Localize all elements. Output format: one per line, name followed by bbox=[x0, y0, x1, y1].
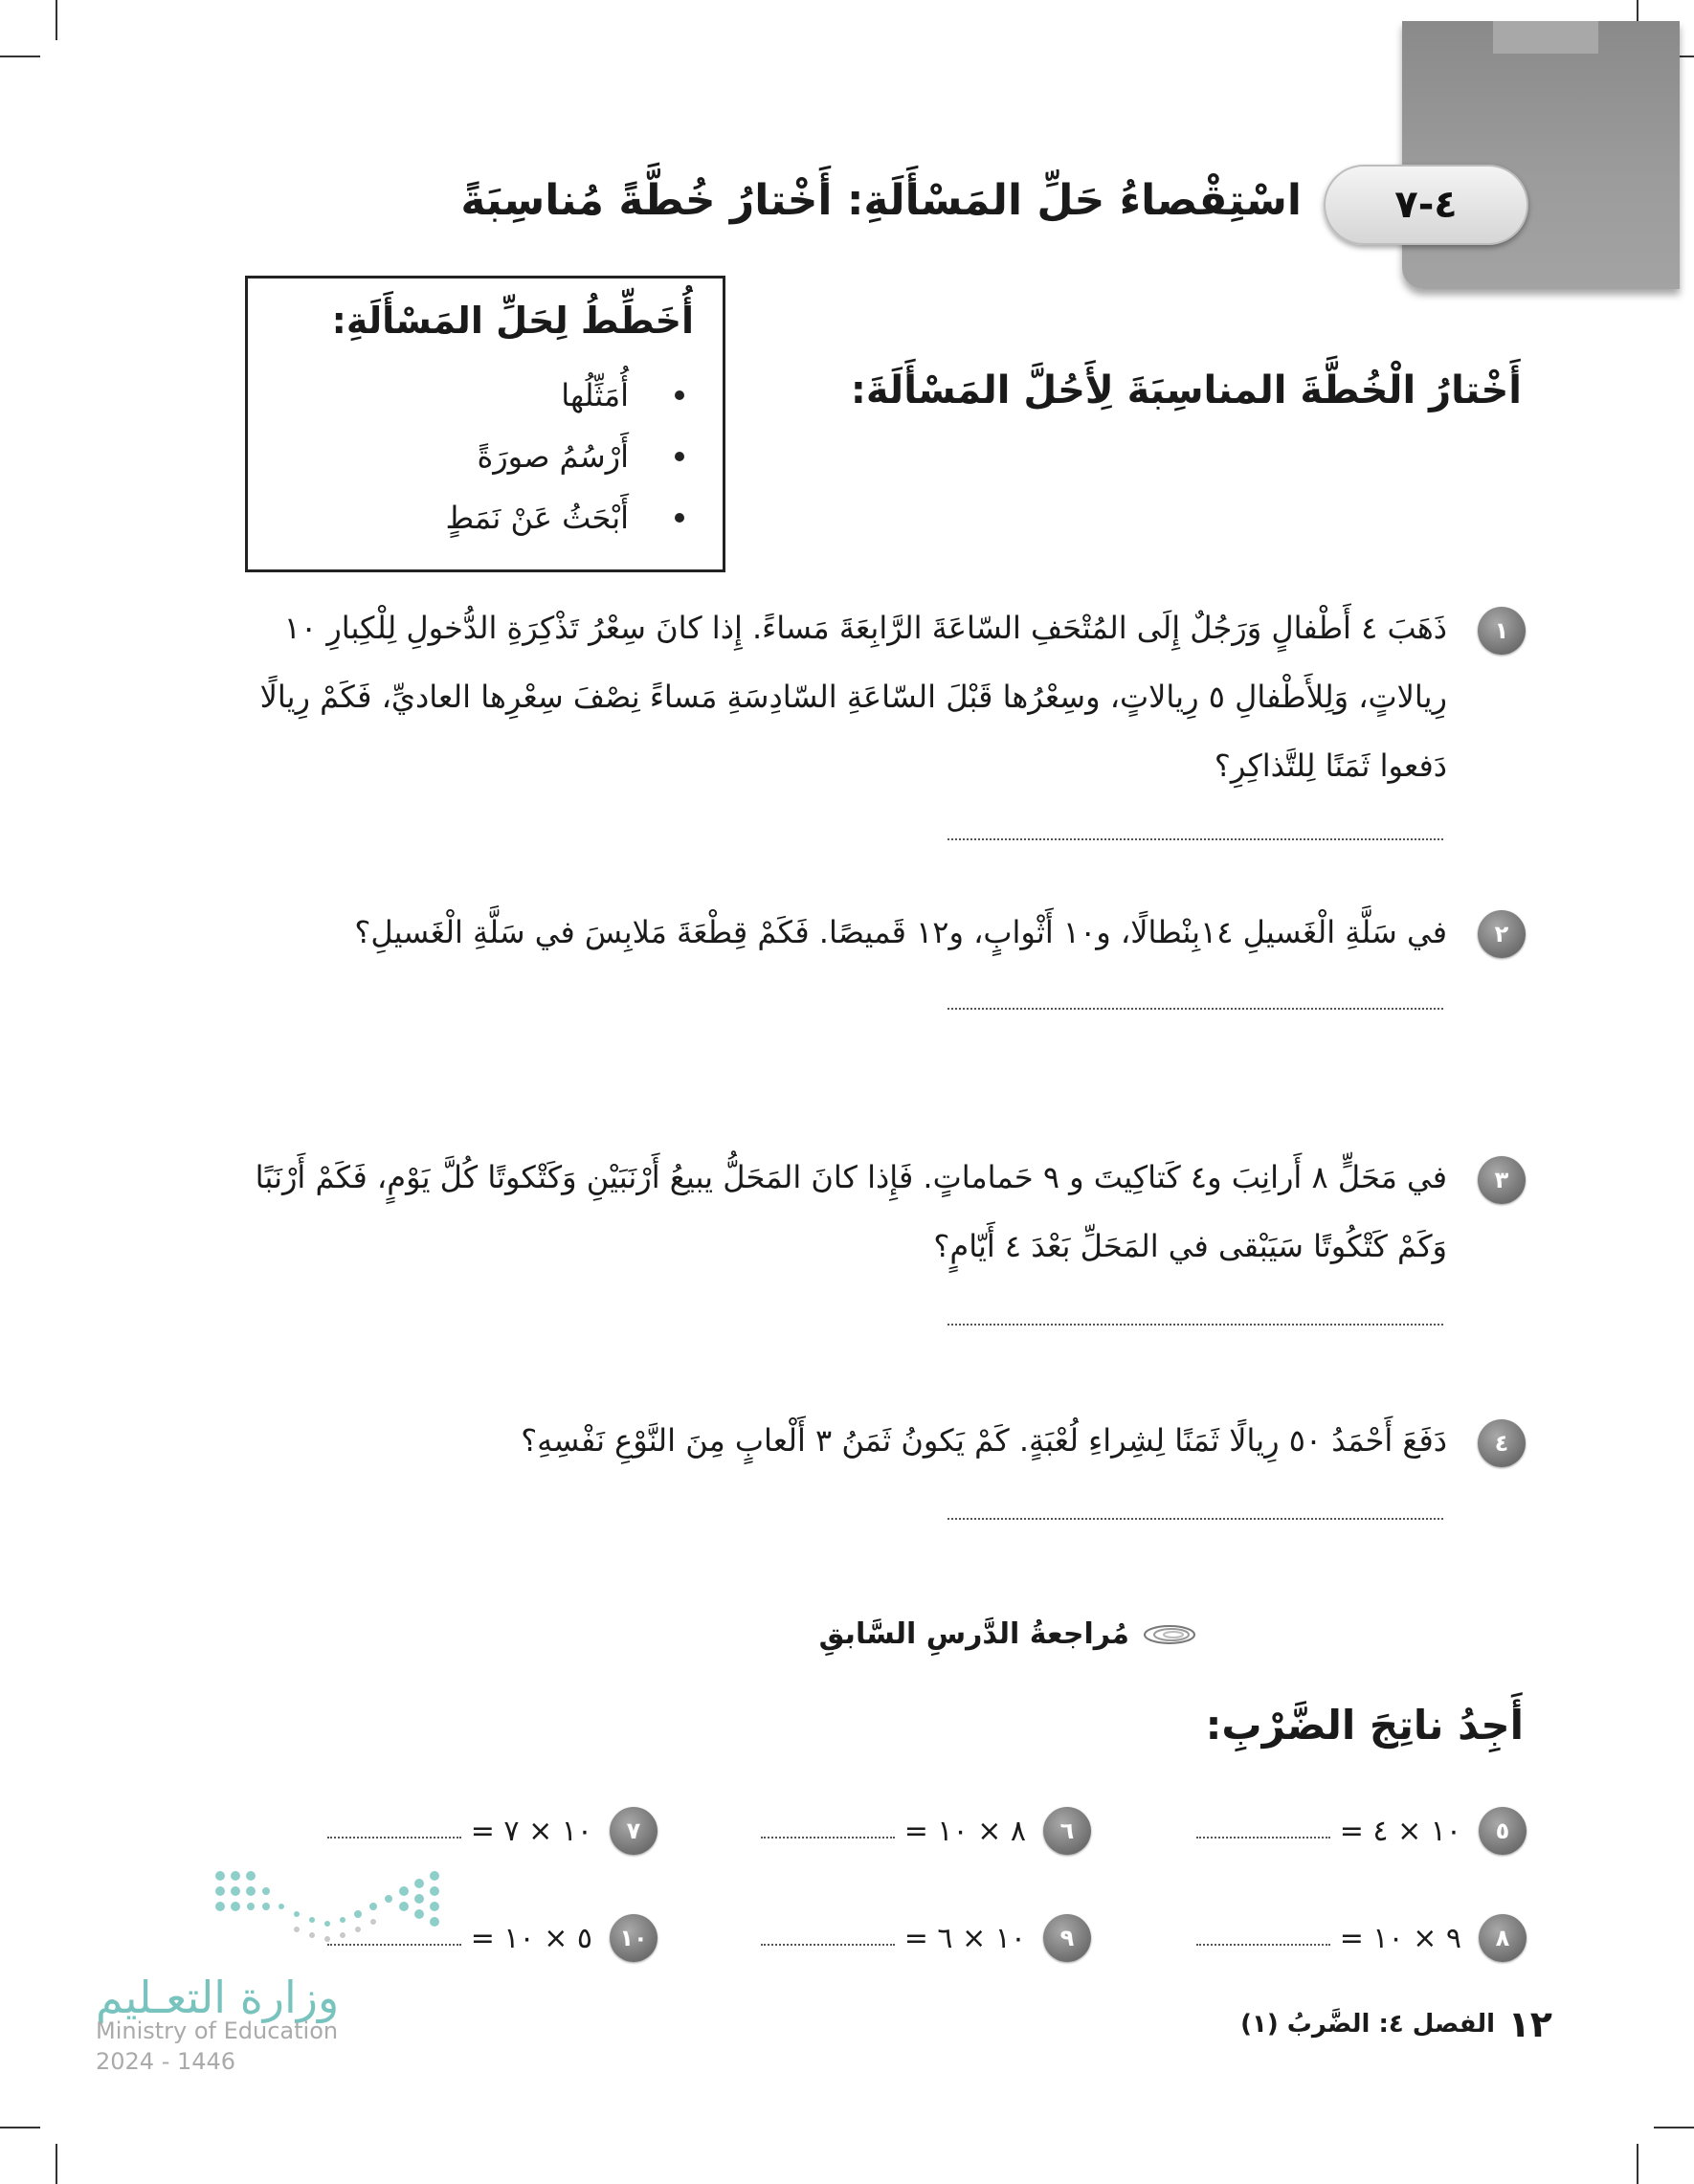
ministry-name-en: Ministry of Education bbox=[96, 2017, 339, 2044]
problem-text-2: في سَلَّةِ الْغَسيلِ ١٤بِنْطالًا، و١٠ أَثْوابٍ، و١٢ قَميصًا. فَكَمْ قِطْعَةَ مَلابِسَ في سَلَّةِ الْغَسيلِ؟ bbox=[354, 914, 1447, 950]
strategy-item-label: أُمَثِّلُها bbox=[561, 377, 629, 413]
strategy-item-label: أَرْسُمُ صورَةً bbox=[477, 438, 629, 475]
exercise-expression: ١٠ × ٧ = bbox=[470, 1814, 592, 1848]
exercise-number: ٨ bbox=[1479, 1914, 1527, 1962]
page-number: ١٢ bbox=[1507, 2003, 1552, 2045]
answer-line-4[interactable] bbox=[947, 1518, 1443, 1520]
problem-text-1: ذَهَبَ ٤ أَطْفالٍ وَرَجُلٌ إِلَى المُتْحَفِ السّاعَةَ الرَّابِعَةَ مَساءً. إِذا كانَ سِعْرُ تَذْكِرَةِ الدُّخولِ لِلْكِبارِ ١٠ رِيالاتٍ، وَلِلأَطْفالِ ٥ رِيالاتٍ، وسِعْرُها قَبْلَ السّاعَةِ السّادِسَةِ مَساءً نِصْفَ سِعْرِها العاديِّ، فَكَمْ رِيالًا دَفعوا ثَمَنًا لِلتَّذاكِرِ؟ bbox=[259, 610, 1447, 784]
ministry-name-ar: وزارة التعـليم bbox=[96, 1972, 340, 2023]
exercise-item bbox=[327, 1805, 658, 1857]
exercise-answer-line[interactable] bbox=[1196, 1837, 1330, 1839]
exercise-expression: ٩ × ١٠ = bbox=[1339, 1921, 1461, 1955]
exercise-number: ٦ bbox=[1043, 1807, 1091, 1855]
crop-mark bbox=[1637, 2144, 1638, 2184]
chapter-label: الفصل ٤: الضَّربُ (١) bbox=[1240, 2010, 1495, 2039]
bullet-icon bbox=[675, 390, 684, 400]
strategy-item bbox=[446, 487, 684, 548]
swirl-icon bbox=[1135, 1621, 1196, 1648]
exercise-item bbox=[761, 1912, 1091, 1964]
strategy-item-label: أَبْحَثُ عَنْ نَمَطٍ bbox=[445, 500, 629, 536]
exercise-expression: ٨ × ١٠ = bbox=[903, 1814, 1026, 1848]
problem-number-1: ١ bbox=[1478, 607, 1526, 655]
crop-mark bbox=[0, 2127, 40, 2128]
chapter-tab bbox=[1402, 21, 1680, 289]
ministry-year: 2024 - 1446 bbox=[96, 2048, 236, 2075]
crop-mark bbox=[1654, 2127, 1694, 2128]
lesson-title: اسْتِقْصاءُ حَلِّ المَسْأَلَةِ: أَخْتارُ خُطَّةً مُناسِبَةً bbox=[460, 176, 1302, 225]
exercise-item bbox=[1196, 1805, 1527, 1857]
strategy-box bbox=[245, 276, 725, 572]
answer-line-2[interactable] bbox=[947, 1008, 1443, 1010]
crop-mark bbox=[56, 0, 57, 40]
review-heading bbox=[819, 1617, 1196, 1651]
exercise-answer-line[interactable] bbox=[1196, 1944, 1330, 1946]
exercise-item bbox=[761, 1805, 1091, 1857]
bullet-icon bbox=[675, 452, 684, 461]
exercise-number: ٩ bbox=[1043, 1914, 1091, 1962]
answer-line-3[interactable] bbox=[947, 1324, 1443, 1326]
exercise-number: ١٠ bbox=[610, 1914, 658, 1962]
bullet-icon bbox=[675, 513, 684, 523]
crop-mark bbox=[0, 56, 40, 57]
review-heading-text: مُراجعةُ الدَّرسِ السَّابقِ bbox=[818, 1617, 1129, 1651]
strategy-item bbox=[446, 426, 684, 487]
exercise-expression: ١٠ × ٤ = bbox=[1339, 1814, 1461, 1848]
exercise-answer-line[interactable] bbox=[327, 1837, 461, 1839]
problem-number-4: ٤ bbox=[1478, 1419, 1526, 1467]
strategy-item bbox=[446, 365, 684, 426]
exercise-item bbox=[1196, 1912, 1527, 1964]
problem-text-3: في مَحَلٍّ ٨ أَرانِبَ و٤ كَتاكِيتَ و ٩ حَماماتٍ. فَإِذا كانَ المَحَلُّ يبيعُ أَرْنَبَيْنِ وَكَتْكوتًا كُلَّ يَوْمٍ، فَكَمْ أَرْنَبًا وَكَمْ كَتْكُوتًا سَيَبْقى في المَحَلِّ بَعْدَ ٤ أَيّامٍ؟ bbox=[255, 1159, 1447, 1264]
strategy-list bbox=[446, 365, 684, 548]
review-instruction: أَجِدُ ناتِجَ الضَّرْبِ: bbox=[1205, 1702, 1524, 1749]
exercise-number: ٧ bbox=[610, 1807, 658, 1855]
problem-text-4: دَفَعَ أَحْمَدُ ٥٠ رِيالًا ثَمَنًا لِشِراءِ لُعْبَةٍ. كَمْ يَكونُ ثَمَنُ ٣ أَلْعابٍ مِنَ النَّوْعِ نَفْسِهِ؟ bbox=[521, 1422, 1447, 1459]
lesson-number-badge: ٤-٧ bbox=[1324, 165, 1528, 245]
exercise-answer-line[interactable] bbox=[761, 1944, 895, 1946]
instruction: أَخْتارُ الْخُطَّةَ المناسِبَةَ لِأَحُلَّ المَسْأَلَةَ: bbox=[850, 368, 1522, 412]
strategy-title: أُخَطِّطُ لِحَلِّ المَسْأَلَةِ: bbox=[331, 300, 694, 342]
exercise-expression: ٥ × ١٠ = bbox=[470, 1921, 592, 1955]
problem-number-3: ٣ bbox=[1478, 1156, 1526, 1204]
chapter-tab-highlight bbox=[1493, 21, 1598, 54]
answer-line-1[interactable] bbox=[947, 838, 1443, 840]
ministry-logo-icon bbox=[211, 1866, 450, 1952]
exercise-number: ٥ bbox=[1479, 1807, 1527, 1855]
crop-mark bbox=[56, 2144, 57, 2184]
exercise-answer-line[interactable] bbox=[761, 1837, 895, 1839]
exercise-expression: ١٠ × ٦ = bbox=[903, 1921, 1026, 1955]
problem-number-2: ٢ bbox=[1478, 910, 1526, 958]
